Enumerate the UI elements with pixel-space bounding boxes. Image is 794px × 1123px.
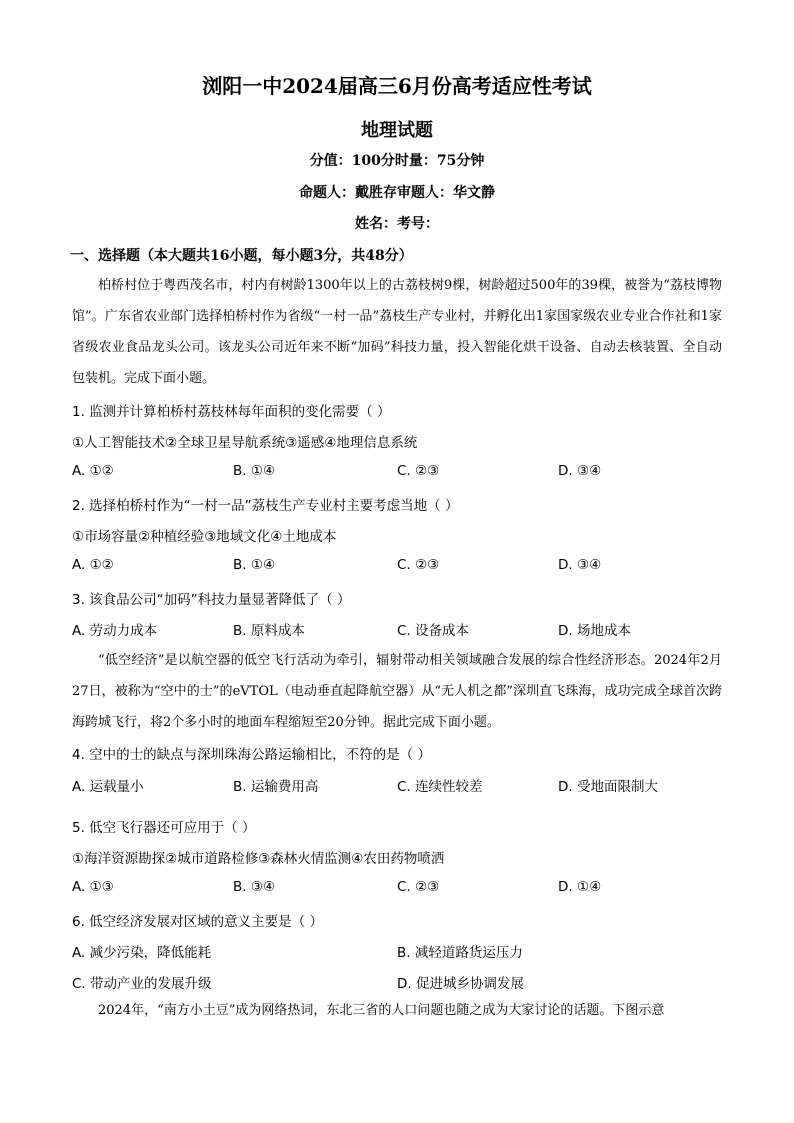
question-1-stem: 1. 监测并计算柏桥村荔枝林每年面积的变化需要（ ） — [72, 404, 391, 420]
question-4-stem: 4. 空中的士的缺点与深圳珠海公路运输相比，不符的是（ ） — [72, 747, 431, 763]
name-id-line: 姓名：考号： — [355, 216, 439, 232]
q2-option-d: D. ③④ — [558, 557, 602, 573]
q5-option-d: D. ①④ — [558, 879, 602, 895]
q5-option-a: A. ①③ — [72, 879, 114, 895]
passage-1: 柏桥村位于粤西茂名市，村内有树龄1300年以上的古荔枝树9棵，树龄超过500年的39棵，被誉为“荔枝博物馆”。广东省农业部门选择柏桥村作为省级“一村一品”荔枝生产专业村，并孵化出1家国家级农业专业合作社和1家省级农业食品龙头公司。该龙头公司近年来不断“加码”科技力量，投入智能化烘干设备、自动去核装置、全自动包装机。完成下面小题。 — [72, 278, 722, 386]
question-6-stem: 6. 低空经济发展对区域的意义主要是（ ） — [72, 914, 323, 930]
q4-option-b: B. 运输费用高 — [233, 779, 319, 795]
passage-2: “低空经济”是以航空器的低空飞行活动为牵引，辐射带动相关领域融合发展的综合性经济形态。2024年2月27日，被称为“空中的士”的eVTOL（电动垂直起降航空器）从“无人机之都”深圳直飞珠海，成功完成全球首次跨海跨城飞行，将2个多小时的地面车程缩短至20分钟。据此完成下面小题。 — [72, 653, 722, 730]
exam-title: 浏阳一中2024届高三6月份高考适应性考试 — [202, 74, 592, 98]
q1-option-d: D. ③④ — [558, 463, 602, 479]
q4-option-d: D. 受地面限制大 — [558, 779, 658, 795]
q4-option-c: C. 连续性较差 — [397, 779, 483, 795]
subject-title: 地理试题 — [361, 120, 433, 141]
q6-option-c: C. 带动产业的发展升级 — [72, 976, 212, 992]
question-3-stem: 3. 该食品公司“加码”科技力量显著降低了（ ） — [72, 592, 351, 608]
q1-option-b: B. ①④ — [233, 463, 276, 479]
q3-option-b: B. 原料成本 — [233, 623, 305, 639]
q3-option-c: C. 设备成本 — [397, 623, 470, 639]
q5-option-b: B. ③④ — [233, 879, 276, 895]
score-time: 分值：100分时量：75分钟 — [309, 153, 485, 169]
q2-option-b: B. ①④ — [233, 557, 276, 573]
q3-option-d: D. 场地成本 — [558, 623, 631, 639]
q2-option-c: C. ②③ — [397, 557, 440, 573]
question-2-items: ①市场容量②种植经验③地域文化④土地成本 — [72, 529, 337, 545]
q1-option-a: A. ①② — [72, 463, 114, 479]
q4-option-a: A. 运载量小 — [72, 779, 144, 795]
q2-option-a: A. ①② — [72, 557, 114, 573]
q5-option-c: C. ②③ — [397, 879, 440, 895]
q1-option-c: C. ②③ — [397, 463, 440, 479]
q6-option-b: B. 减轻道路货运压力 — [397, 945, 523, 961]
question-1-items: ①人工智能技术②全球卫星导航系统③遥感④地理信息系统 — [72, 435, 418, 451]
q6-option-a: A. 减少污染，降低能耗 — [72, 945, 212, 961]
section-heading: 一、选择题（本大题共16小题，每小题3分，共48分） — [70, 248, 413, 264]
question-5-items: ①海洋资源勘探②城市道路检修③森林火情监测④农田药物喷洒 — [72, 851, 445, 867]
question-2-stem: 2. 选择柏桥村作为“一村一品”荔枝生产专业村主要考虑当地（ ） — [72, 498, 459, 514]
q3-option-a: A. 劳动力成本 — [72, 623, 158, 639]
passage-3: 2024年，“南方小土豆”成为网络热词，东北三省的人口问题也随之成为大家讨论的话题。下图示意 — [98, 1003, 665, 1018]
question-5-stem: 5. 低空飞行器还可应用于（ ） — [72, 820, 256, 836]
authors: 命题人：戴胜存审题人：华文静 — [299, 185, 495, 201]
q6-option-d: D. 促进城乡协调发展 — [397, 976, 524, 992]
